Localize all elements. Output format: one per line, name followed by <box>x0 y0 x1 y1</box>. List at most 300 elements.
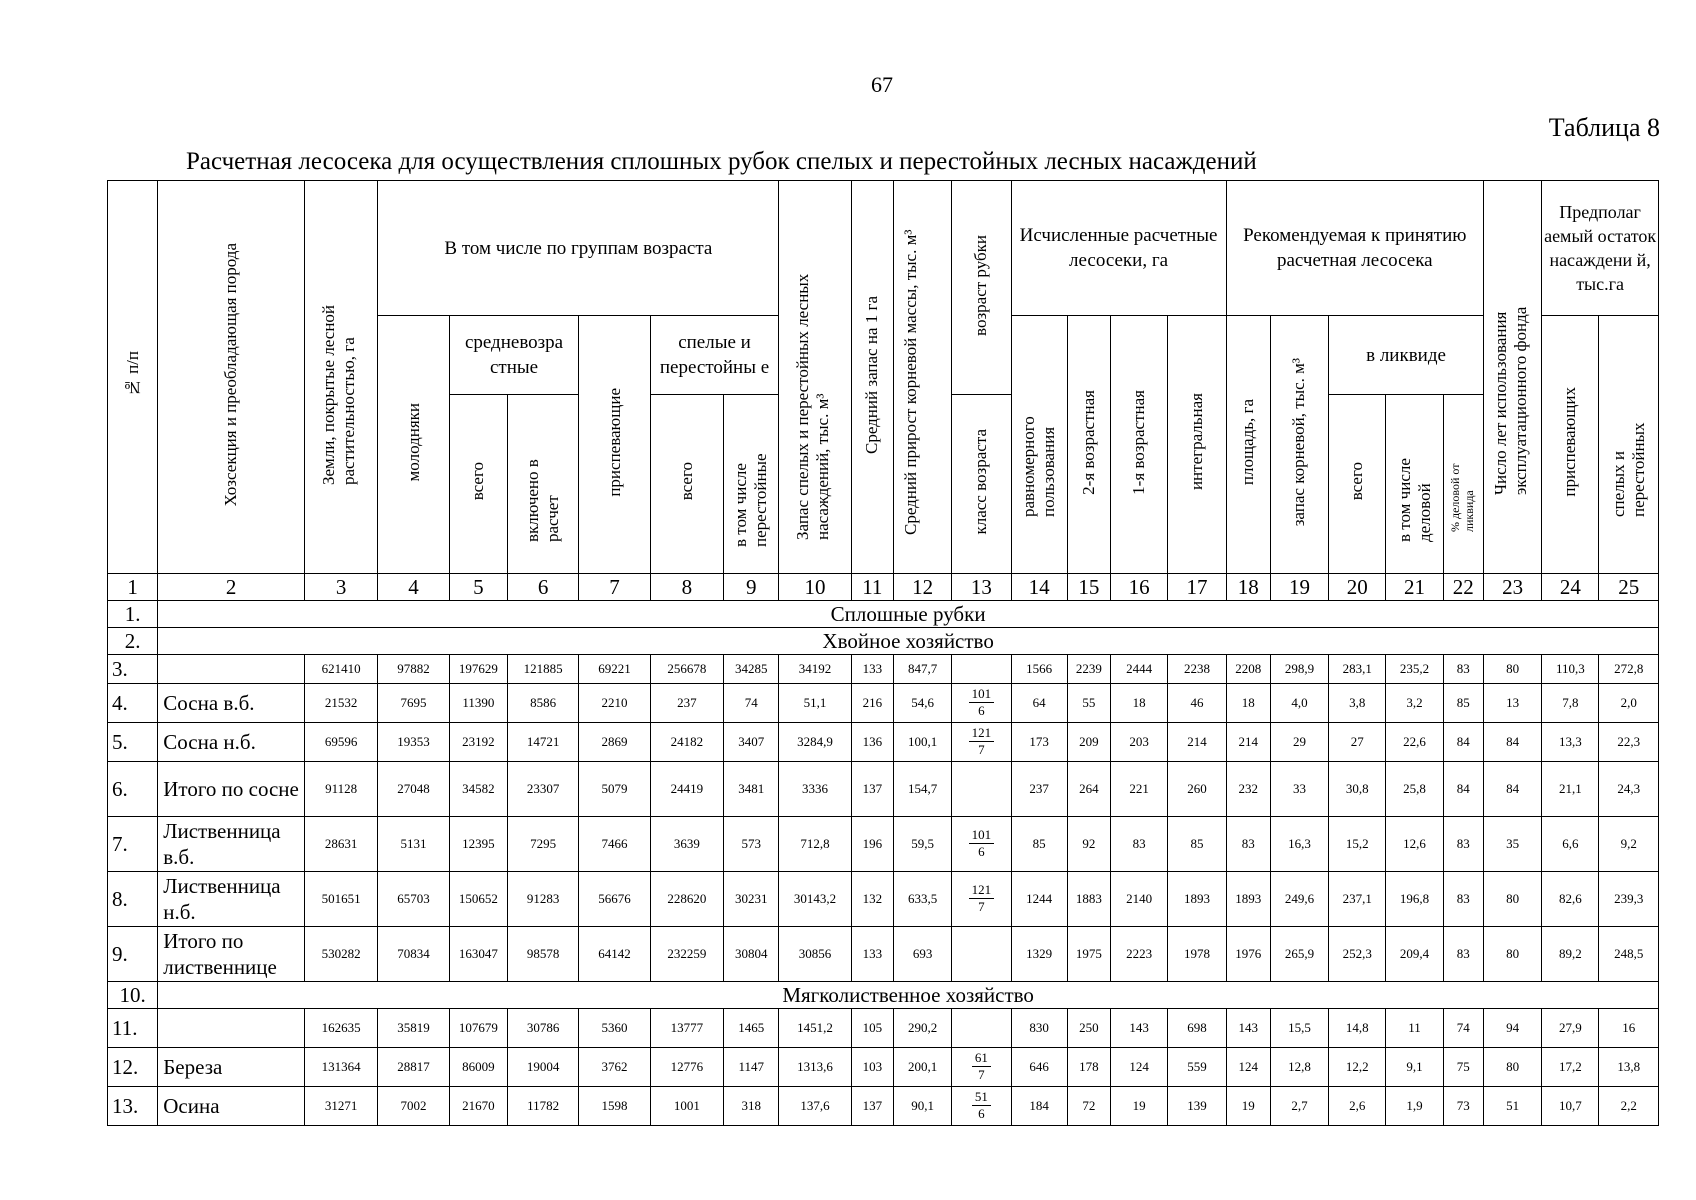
table-cell: 33 <box>1270 762 1328 817</box>
table-cell: 216 <box>851 684 893 723</box>
table-cell: 124 <box>1111 1048 1168 1087</box>
table-cell: 154,7 <box>893 762 951 817</box>
cutting-age-cell <box>952 723 1011 762</box>
row-number: 5. <box>108 723 158 762</box>
table-cell: 14,8 <box>1329 1009 1386 1048</box>
table-cell: 712,8 <box>779 817 851 872</box>
table-cell: 27 <box>1329 723 1386 762</box>
table-cell: 83 <box>1226 817 1270 872</box>
table-cell: 19004 <box>507 1048 578 1087</box>
row-number: 3. <box>108 655 158 684</box>
table-cell: 530282 <box>304 927 377 982</box>
table-cell: 19353 <box>378 723 449 762</box>
cutting-age-years: 121 <box>969 883 995 899</box>
table-cell: 237,1 <box>1329 872 1386 927</box>
table-body <box>108 574 1659 1126</box>
table-cell: 124 <box>1226 1048 1270 1087</box>
header-group-remainder: Предполаг аемый остаток насаждени й, тыс.га <box>1542 181 1659 316</box>
table-cell: 1893 <box>1168 872 1226 927</box>
section-title: Мягколиственное хозяйство <box>158 982 1659 1009</box>
table-cell: 90,1 <box>893 1087 951 1126</box>
column-number: 13 <box>952 574 1011 601</box>
section-row <box>108 982 1659 1009</box>
header-group-liquid: в ликвиде <box>1329 316 1484 395</box>
table-header <box>108 181 1659 574</box>
table-cell: 91128 <box>304 762 377 817</box>
table-cell: 18 <box>1226 684 1270 723</box>
section-title: Хвойное хозяйство <box>158 628 1659 655</box>
header-col-9: в том числе перестойные <box>724 395 779 574</box>
table-row <box>108 1087 1659 1126</box>
table-cell: 92 <box>1067 817 1110 872</box>
table-cell: 2,7 <box>1270 1087 1328 1126</box>
table-cell: 184 <box>1011 1087 1067 1126</box>
table-cell: 559 <box>1168 1048 1226 1087</box>
table-cell: 501651 <box>304 872 377 927</box>
cutting-age-cell <box>952 872 1011 927</box>
table-cell: 13,3 <box>1542 723 1599 762</box>
table-cell: 64 <box>1011 684 1067 723</box>
table-cell: 162635 <box>304 1009 377 1048</box>
table-cell: 137,6 <box>779 1087 851 1126</box>
table-cell: 209 <box>1067 723 1110 762</box>
table-title: Расчетная лесосека для осуществления сплошных рубок спелых и перестойных лесных насаждений <box>186 148 1257 175</box>
page-number: 67 <box>871 72 893 97</box>
table-row <box>108 1048 1659 1087</box>
table-row <box>108 723 1659 762</box>
table-cell: 16 <box>1599 1009 1659 1048</box>
column-number: 5 <box>449 574 507 601</box>
table-cell: 83 <box>1443 655 1483 684</box>
table-cell: 272,8 <box>1599 655 1659 684</box>
species-name <box>158 655 305 684</box>
table-cell: 196,8 <box>1386 872 1443 927</box>
column-number: 11 <box>851 574 893 601</box>
table-row <box>108 817 1659 872</box>
cutting-age-class: 7 <box>978 742 985 757</box>
table-cell: 73 <box>1443 1087 1483 1126</box>
table-cell: 7,8 <box>1542 684 1599 723</box>
table-cell: 97882 <box>378 655 449 684</box>
table-cell: 7002 <box>378 1087 449 1126</box>
table-cell: 283,1 <box>1329 655 1386 684</box>
header-group-mid-age: средневозра стные <box>449 316 579 395</box>
header-col-11: Средний запас на 1 га <box>851 181 893 574</box>
table-cell: 9,1 <box>1386 1048 1443 1087</box>
table-cell: 51,1 <box>779 684 851 723</box>
column-number: 19 <box>1270 574 1328 601</box>
table-cell: 12,8 <box>1270 1048 1328 1087</box>
table-cell: 136 <box>851 723 893 762</box>
table-cell: 7466 <box>579 817 650 872</box>
cutting-age-years: 101 <box>969 687 995 703</box>
table-cell: 256678 <box>650 655 723 684</box>
table-cell: 137 <box>851 1087 893 1126</box>
table-cell: 139 <box>1168 1087 1226 1126</box>
table-cell: 232 <box>1226 762 1270 817</box>
table-row <box>108 762 1659 817</box>
cutting-age-fraction <box>969 883 995 914</box>
table-cell: 13777 <box>650 1009 723 1048</box>
cutting-age-class: 6 <box>978 703 985 718</box>
species-name: Береза <box>158 1048 305 1087</box>
cutting-age-years: 61 <box>972 1051 991 1067</box>
table-cell: 27,9 <box>1542 1009 1599 1048</box>
column-number: 4 <box>378 574 449 601</box>
table-cell: 3762 <box>579 1048 650 1087</box>
cutting-age-cell <box>952 1048 1011 1087</box>
species-name: Итого по сосне <box>158 762 305 817</box>
row-number: 6. <box>108 762 158 817</box>
table-cell: 250 <box>1067 1009 1110 1048</box>
table-cell: 203 <box>1111 723 1168 762</box>
cutting-age-years: 121 <box>969 726 995 742</box>
table-cell: 22,3 <box>1599 723 1659 762</box>
section-row <box>108 601 1659 628</box>
header-group-age: В том числе по группам возраста <box>378 181 779 316</box>
table-cell: 646 <box>1011 1048 1067 1087</box>
table-cell: 12,6 <box>1386 817 1443 872</box>
header-group-recommended: Рекомендуемая к принятию расчетная лесосека <box>1226 181 1483 316</box>
column-number: 25 <box>1599 574 1659 601</box>
header-col-22: % деловой от ликвида <box>1443 395 1483 574</box>
header-col-16: 1-я возрастная <box>1111 316 1168 574</box>
table-cell: 7295 <box>507 817 578 872</box>
header-col-23: Число лет использования эксплуатационного фонда <box>1483 181 1541 574</box>
column-number: 23 <box>1483 574 1541 601</box>
table-cell: 25,8 <box>1386 762 1443 817</box>
table-row <box>108 872 1659 927</box>
cutting-age-fraction <box>972 1090 991 1121</box>
table-cell: 3,8 <box>1329 684 1386 723</box>
table-cell: 1244 <box>1011 872 1067 927</box>
table-cell: 110,3 <box>1542 655 1599 684</box>
species-name: Лиственница н.б. <box>158 872 305 927</box>
table-cell: 1598 <box>579 1087 650 1126</box>
species-name: Осина <box>158 1087 305 1126</box>
table-cell: 573 <box>724 817 779 872</box>
cutting-age-fraction <box>972 1051 991 1082</box>
table-cell: 105 <box>851 1009 893 1048</box>
table-cell: 74 <box>724 684 779 723</box>
table-cell: 6,6 <box>1542 817 1599 872</box>
table-cell: 80 <box>1483 1048 1541 1087</box>
table-row <box>108 927 1659 982</box>
column-number: 20 <box>1329 574 1386 601</box>
section-title: Сплошные рубки <box>158 601 1659 628</box>
table-cell: 2208 <box>1226 655 1270 684</box>
header-col-24: приспевающих <box>1542 316 1599 574</box>
table-cell: 4,0 <box>1270 684 1328 723</box>
table-cell: 80 <box>1483 927 1541 982</box>
cutting-age-years: 51 <box>972 1090 991 1106</box>
table-cell: 11 <box>1386 1009 1443 1048</box>
species-name: Сосна в.б. <box>158 684 305 723</box>
table-label: Таблица 8 <box>1548 113 1660 142</box>
table-cell: 69596 <box>304 723 377 762</box>
table-cell: 28817 <box>378 1048 449 1087</box>
table-cell: 22,6 <box>1386 723 1443 762</box>
row-number: 10. <box>108 982 158 1009</box>
table-cell: 3,2 <box>1386 684 1443 723</box>
table-cell: 3336 <box>779 762 851 817</box>
column-number: 12 <box>893 574 951 601</box>
table-row <box>108 1009 1659 1048</box>
header-col-6: включено в расчет <box>507 395 578 574</box>
column-number: 3 <box>304 574 377 601</box>
table-cell: 91283 <box>507 872 578 927</box>
table-cell: 249,6 <box>1270 872 1328 927</box>
table-cell: 2,0 <box>1599 684 1659 723</box>
table-cell: 29 <box>1270 723 1328 762</box>
column-number: 17 <box>1168 574 1226 601</box>
table-cell: 163047 <box>449 927 507 982</box>
table-cell: 17,2 <box>1542 1048 1599 1087</box>
table-cell: 221 <box>1111 762 1168 817</box>
table-cell: 693 <box>893 927 951 982</box>
table-cell: 55 <box>1067 684 1110 723</box>
header-group-ripe: спелые и перестойны е <box>650 316 779 395</box>
species-name: Итого по лиственнице <box>158 927 305 982</box>
table-cell: 1976 <box>1226 927 1270 982</box>
table-cell: 150652 <box>449 872 507 927</box>
table-cell: 12776 <box>650 1048 723 1087</box>
table-cell: 30,8 <box>1329 762 1386 817</box>
table-cell: 21532 <box>304 684 377 723</box>
row-number: 12. <box>108 1048 158 1087</box>
table-cell: 64142 <box>579 927 650 982</box>
table-cell: 132 <box>851 872 893 927</box>
column-number: 22 <box>1443 574 1483 601</box>
row-number: 9. <box>108 927 158 982</box>
table-cell: 75 <box>1443 1048 1483 1087</box>
row-number: 8. <box>108 872 158 927</box>
table-cell: 31271 <box>304 1087 377 1126</box>
table-cell: 698 <box>1168 1009 1226 1048</box>
table-cell: 23307 <box>507 762 578 817</box>
table-cell: 30231 <box>724 872 779 927</box>
table-cell: 1566 <box>1011 655 1067 684</box>
table-cell: 51 <box>1483 1087 1541 1126</box>
column-number: 16 <box>1111 574 1168 601</box>
table-cell: 633,5 <box>893 872 951 927</box>
column-number: 7 <box>579 574 650 601</box>
table-cell: 24419 <box>650 762 723 817</box>
header-col-3: Земли, покрытые лесной растительностью, га <box>304 181 377 574</box>
table-cell: 46 <box>1168 684 1226 723</box>
table-cell: 173 <box>1011 723 1067 762</box>
table-cell: 143 <box>1226 1009 1270 1048</box>
table-cell: 1001 <box>650 1087 723 1126</box>
cutting-age-cell <box>952 655 1011 684</box>
table-cell: 10,7 <box>1542 1087 1599 1126</box>
column-numbers-row <box>108 574 1659 601</box>
table-cell: 11390 <box>449 684 507 723</box>
header-col-14: равномерного пользования <box>1011 316 1067 574</box>
table-cell: 264 <box>1067 762 1110 817</box>
header-col-1: № п/п <box>108 181 158 574</box>
column-number: 1 <box>108 574 158 601</box>
header-col-21: в том числе деловой <box>1386 395 1443 574</box>
header-col-17: интегральная <box>1168 316 1226 574</box>
cutting-age-fraction <box>969 726 995 757</box>
table-cell: 318 <box>724 1087 779 1126</box>
table-cell: 131364 <box>304 1048 377 1087</box>
table-cell: 2444 <box>1111 655 1168 684</box>
cutting-age-class: 6 <box>978 1106 985 1121</box>
table-cell: 8586 <box>507 684 578 723</box>
table-cell: 84 <box>1483 762 1541 817</box>
row-number: 1. <box>108 601 158 628</box>
table-cell: 35819 <box>378 1009 449 1048</box>
table-row <box>108 655 1659 684</box>
table-cell: 35 <box>1483 817 1541 872</box>
table-cell: 260 <box>1168 762 1226 817</box>
table-cell: 830 <box>1011 1009 1067 1048</box>
table-cell: 2239 <box>1067 655 1110 684</box>
table-cell: 847,7 <box>893 655 951 684</box>
table-cell: 2,6 <box>1329 1087 1386 1126</box>
header-col-13: класс возраста <box>952 395 1011 574</box>
table-cell: 15,2 <box>1329 817 1386 872</box>
table-cell: 19 <box>1226 1087 1270 1126</box>
column-number: 2 <box>158 574 305 601</box>
row-number: 11. <box>108 1009 158 1048</box>
table-cell: 70834 <box>378 927 449 982</box>
column-number: 14 <box>1011 574 1067 601</box>
cutting-age-cell <box>952 1087 1011 1126</box>
table-cell: 178 <box>1067 1048 1110 1087</box>
row-number: 2. <box>108 628 158 655</box>
row-number: 13. <box>108 1087 158 1126</box>
table-cell: 235,2 <box>1386 655 1443 684</box>
table-cell: 1451,2 <box>779 1009 851 1048</box>
table-cell: 3639 <box>650 817 723 872</box>
table-cell: 2140 <box>1111 872 1168 927</box>
table-cell: 103 <box>851 1048 893 1087</box>
table-cell: 197629 <box>449 655 507 684</box>
table-cell: 21,1 <box>1542 762 1599 817</box>
table-cell: 9,2 <box>1599 817 1659 872</box>
table-cell: 200,1 <box>893 1048 951 1087</box>
column-number: 24 <box>1542 574 1599 601</box>
header-col-5: всего <box>449 395 507 574</box>
cutting-age-class: 7 <box>978 899 985 914</box>
table-cell: 214 <box>1226 723 1270 762</box>
column-number: 8 <box>650 574 723 601</box>
cutting-age-years: 101 <box>969 828 995 844</box>
row-number: 4. <box>108 684 158 723</box>
species-name <box>158 1009 305 1048</box>
table-cell: 1147 <box>724 1048 779 1087</box>
header-col-8: всего <box>650 395 723 574</box>
table-cell: 14721 <box>507 723 578 762</box>
table-cell: 13 <box>1483 684 1541 723</box>
table-cell: 143 <box>1111 1009 1168 1048</box>
table-cell: 18 <box>1111 684 1168 723</box>
cutting-age-class: 6 <box>978 844 985 859</box>
table-cell: 72 <box>1067 1087 1110 1126</box>
table-cell: 59,5 <box>893 817 951 872</box>
table-cell: 137 <box>851 762 893 817</box>
table-cell: 80 <box>1483 655 1541 684</box>
table-cell: 83 <box>1443 872 1483 927</box>
table-cell: 228620 <box>650 872 723 927</box>
table-cell: 1313,6 <box>779 1048 851 1087</box>
cutting-age-cell <box>952 927 1011 982</box>
table-cell: 15,5 <box>1270 1009 1328 1048</box>
table-cell: 86009 <box>449 1048 507 1087</box>
table-cell: 265,9 <box>1270 927 1328 982</box>
table-cell: 107679 <box>449 1009 507 1048</box>
table-cell: 298,9 <box>1270 655 1328 684</box>
table-cell: 100,1 <box>893 723 951 762</box>
table-cell: 2,2 <box>1599 1087 1659 1126</box>
table-cell: 24182 <box>650 723 723 762</box>
cutting-age-cell <box>952 1009 1011 1048</box>
section-row <box>108 628 1659 655</box>
table-cell: 1975 <box>1067 927 1110 982</box>
table-cell: 2238 <box>1168 655 1226 684</box>
table-cell: 3284,9 <box>779 723 851 762</box>
table-cell: 1883 <box>1067 872 1110 927</box>
table-cell: 98578 <box>507 927 578 982</box>
table-cell: 1329 <box>1011 927 1067 982</box>
table-cell: 30804 <box>724 927 779 982</box>
cutting-age-cell <box>952 817 1011 872</box>
table-cell: 89,2 <box>1542 927 1599 982</box>
cutting-age-cell <box>952 684 1011 723</box>
species-name: Лиственница в.б. <box>158 817 305 872</box>
table-cell: 74 <box>1443 1009 1483 1048</box>
header-col-18: площадь, га <box>1226 316 1270 574</box>
table-cell: 24,3 <box>1599 762 1659 817</box>
header-col-7: приспевающие <box>579 316 650 574</box>
table-cell: 5360 <box>579 1009 650 1048</box>
table-cell: 13,8 <box>1599 1048 1659 1087</box>
table-cell: 1978 <box>1168 927 1226 982</box>
table-cell: 2223 <box>1111 927 1168 982</box>
table-cell: 84 <box>1443 762 1483 817</box>
table-cell: 34192 <box>779 655 851 684</box>
header-col-10: Запас спелых и перестойных лесных насаждений, тыс. м³ <box>779 181 851 574</box>
table-cell: 209,4 <box>1386 927 1443 982</box>
header-col-20: всего <box>1329 395 1386 574</box>
table-cell: 34285 <box>724 655 779 684</box>
table-cell: 12,2 <box>1329 1048 1386 1087</box>
header-col-2: Хозсекция и преобладающая порода <box>158 181 305 574</box>
table-cell: 7695 <box>378 684 449 723</box>
header-col-15: 2-я возрастная <box>1067 316 1110 574</box>
cutting-age-fraction <box>969 687 995 718</box>
table-cell: 94 <box>1483 1009 1541 1048</box>
table-cell: 30786 <box>507 1009 578 1048</box>
table-cell: 237 <box>1011 762 1067 817</box>
table-cell: 214 <box>1168 723 1226 762</box>
row-number: 7. <box>108 817 158 872</box>
table-cell: 65703 <box>378 872 449 927</box>
table-cell: 133 <box>851 927 893 982</box>
table-cell: 252,3 <box>1329 927 1386 982</box>
table-cell: 16,3 <box>1270 817 1328 872</box>
table-cell: 85 <box>1168 817 1226 872</box>
table-cell: 621410 <box>304 655 377 684</box>
table-cell: 11782 <box>507 1087 578 1126</box>
table-cell: 21670 <box>449 1087 507 1126</box>
table-row <box>108 684 1659 723</box>
table-cell: 23192 <box>449 723 507 762</box>
table-cell: 1893 <box>1226 872 1270 927</box>
